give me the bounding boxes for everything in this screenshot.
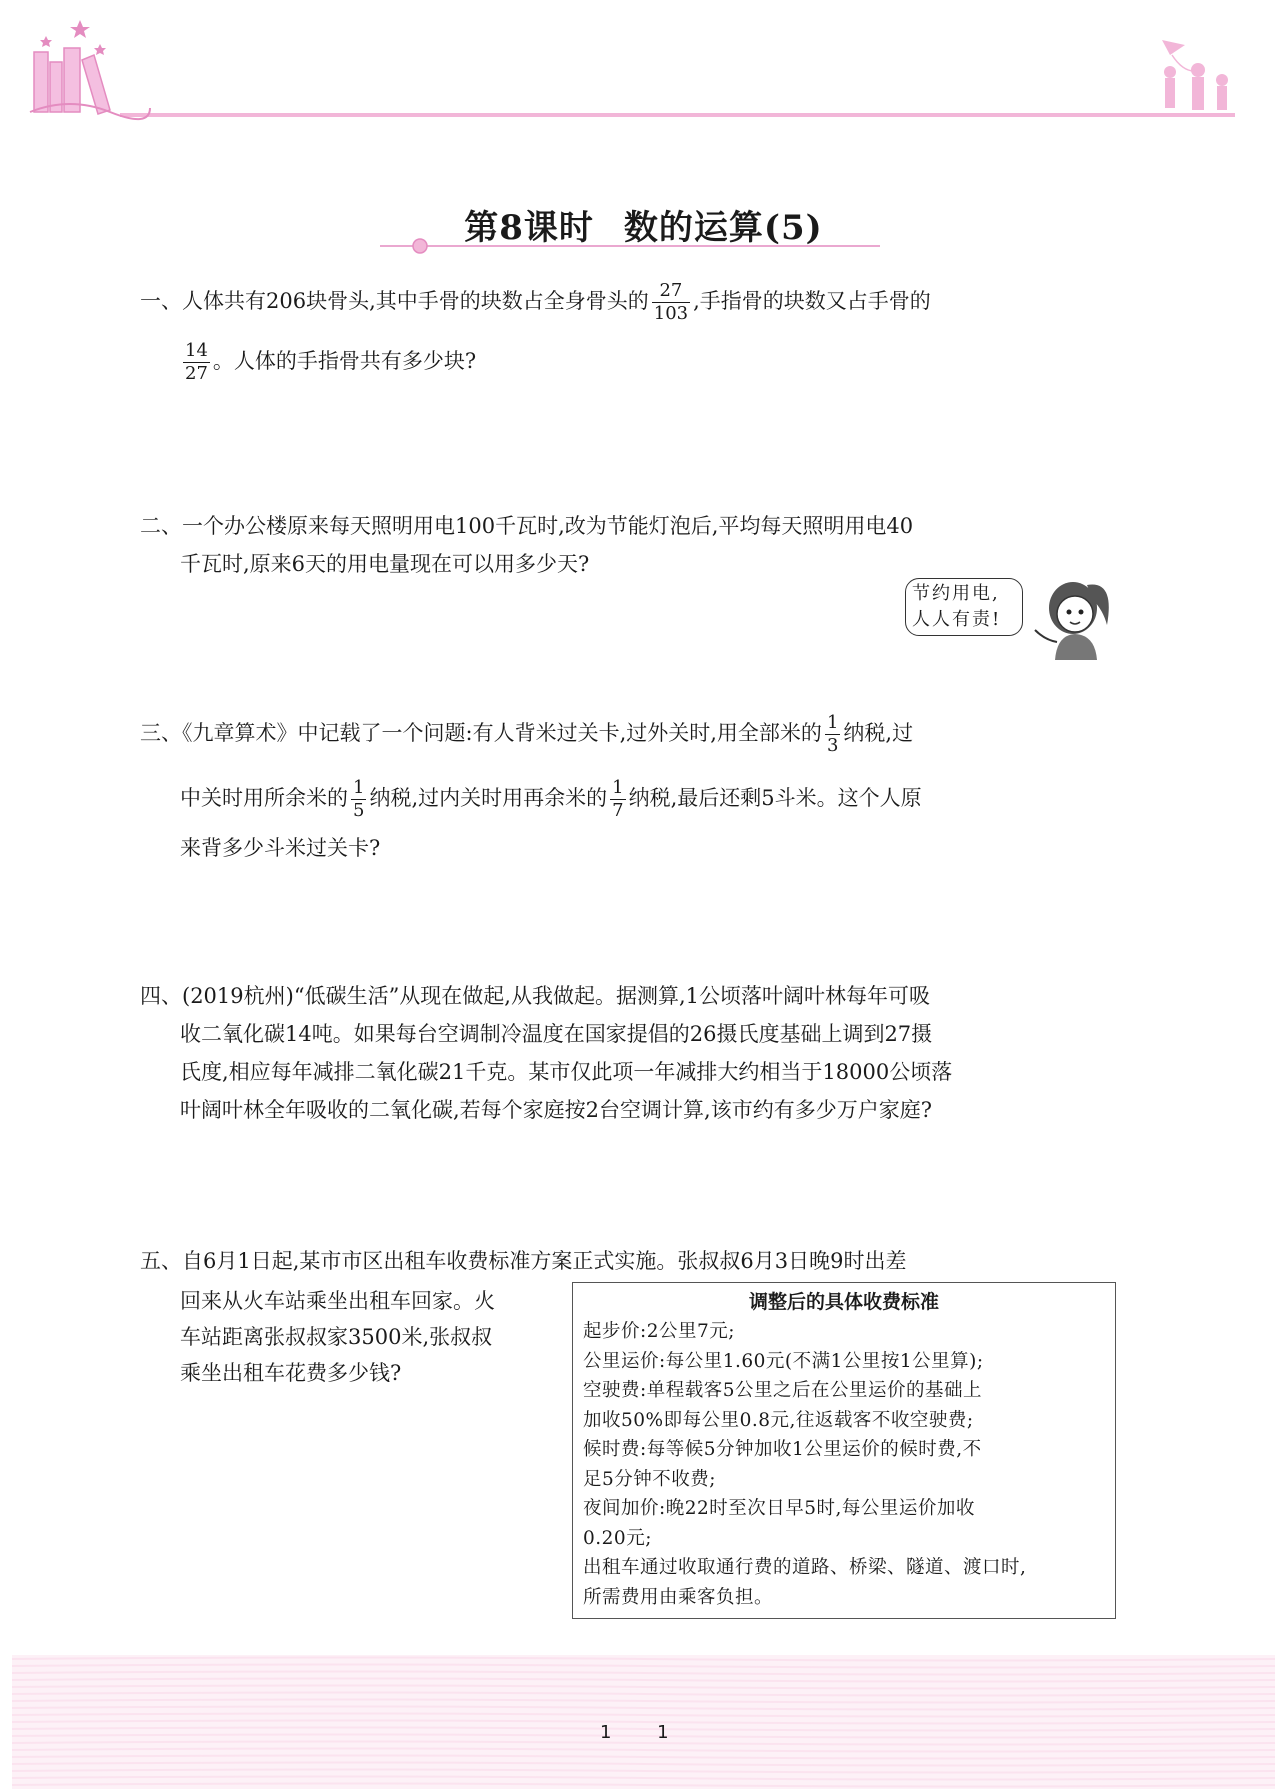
q1-text-b: ,手指骨的块数又占手骨的 — [693, 289, 931, 313]
question-5-line-4: 乘坐出租车花费多少钱? — [180, 1361, 402, 1385]
fraction-numerator: 14 — [185, 340, 208, 361]
fraction-numerator: 1 — [612, 777, 624, 798]
children-kite-icon — [1162, 40, 1228, 110]
fee-rule-line: 公里运价:每公里1.60元(不满1公里按1公里算); — [583, 1350, 984, 1372]
speech-line-1: 节约用电, — [912, 583, 1000, 604]
question-5-line-1: 五、自6月1日起,某市市区出租车收费标准方案正式实施。张叔叔6月3日晚9时出差 — [140, 1249, 907, 1273]
question-1-line-1 — [140, 280, 931, 325]
fraction-numerator: 1 — [826, 712, 839, 733]
fee-rule-line: 出租车通过收取通行费的道路、桥梁、隧道、渡口时, — [583, 1557, 1027, 1578]
girl-illustration-icon — [1025, 570, 1120, 665]
q3-text-d: 纳税,过内关时用再余米的 — [369, 786, 608, 810]
page-number: 1 1 — [600, 1722, 669, 1743]
question-3-line-2 — [180, 777, 922, 822]
question-4-line-3: 氏度,相应每年减排二氧化碳21千克。某市仅此项一年减排大约相当于18000公顷落 — [180, 1060, 953, 1084]
fee-standard-box — [572, 1282, 1116, 1619]
q3-text-e: 纳税,最后还剩5斗米。这个人原 — [628, 786, 922, 810]
lesson-topic: 数的运算(5) — [623, 208, 823, 248]
q3-text-c: 中关时用所余米的 — [180, 786, 348, 810]
fraction-1-3 — [825, 712, 840, 757]
question-4-line-2: 收二氧化碳14吨。如果每台空调制冷温度在国家提倡的26摄氏度基础上调到27摄 — [180, 1022, 933, 1046]
fee-rule-line: 空驶费:单程载客5公里之后在公里运价的基础上 — [583, 1380, 983, 1401]
fraction-numerator: 27 — [652, 280, 690, 303]
q1-text-a: 一、人体共有206块骨头,其中手骨的块数占全身骨头的 — [140, 289, 649, 313]
fee-rule-line: 所需费用由乘客负担。 — [583, 1586, 774, 1608]
q3-text-a: 三、《九章算术》中记载了一个问题:有人背米过关卡,过外关时,用全部米的 — [140, 721, 822, 745]
fee-rule-line: 加收50%即每公里0.8元,往返载客不收空驶费; — [583, 1409, 974, 1431]
fraction-14-27 — [183, 340, 210, 385]
question-4-line-4: 叶阔叶林全年吸收的二氧化碳,若每个家庭按2台空调计算,该市约有多少万户家庭? — [180, 1098, 932, 1122]
fraction-denominator: 3 — [826, 735, 839, 756]
question-2-line-1: 二、一个办公楼原来每天照明用电100千瓦时,改为节能灯泡后,平均每天照明用电40 — [140, 514, 914, 538]
lesson-number: 第8课时 — [464, 208, 594, 248]
fraction-1-5 — [351, 777, 366, 822]
speech-line-2: 人人有责! — [912, 609, 1002, 630]
header-decoration — [0, 0, 1287, 140]
fraction-denominator: 27 — [185, 363, 208, 384]
fraction-denominator: 103 — [653, 303, 689, 324]
fee-rule-line: 夜间加价:晚22时至次日早5时,每公里运价加收 — [583, 1498, 975, 1519]
fee-rule-line: 0.20元; — [583, 1527, 652, 1549]
fraction-denominator: 5 — [353, 800, 365, 821]
question-3-line-1 — [140, 712, 913, 757]
fee-rule-line: 足5分钟不收费; — [583, 1468, 717, 1490]
question-2-line-2: 千瓦时,原来6天的用电量现在可以用多少天? — [180, 552, 590, 576]
fee-rule-line: 候时费:每等候5分钟加收1公里运价的候时费,不 — [583, 1439, 982, 1460]
question-4-line-1: 四、(2019杭州)“低碳生活”从现在做起,从我做起。据测算,1公顷落叶阔叶林每年可吸 — [140, 984, 931, 1008]
title-underline — [380, 238, 880, 254]
fraction-1-7 — [610, 777, 625, 822]
q1-text-c: 。人体的手指骨共有多少块? — [212, 349, 477, 373]
fraction-denominator: 7 — [612, 800, 624, 821]
fee-box-lines — [573, 1317, 1115, 1612]
fee-box-title: 调整后的具体收费标准 — [748, 1291, 939, 1313]
question-5-line-2: 回来从火车站乘坐出租车回家。火 — [180, 1289, 495, 1313]
question-3-line-3: 来背多少斗米过关卡? — [180, 836, 381, 860]
question-5-line-3: 车站距离张叔叔家3500米,张叔叔 — [180, 1325, 493, 1349]
speech-bubble — [905, 578, 1023, 636]
q3-text-b: 纳税,过 — [843, 721, 914, 745]
fraction-27-103 — [652, 280, 690, 325]
fee-rule-line: 起步价:2公里7元; — [583, 1321, 736, 1342]
fraction-numerator: 1 — [353, 777, 365, 798]
question-1-line-2 — [180, 340, 476, 385]
